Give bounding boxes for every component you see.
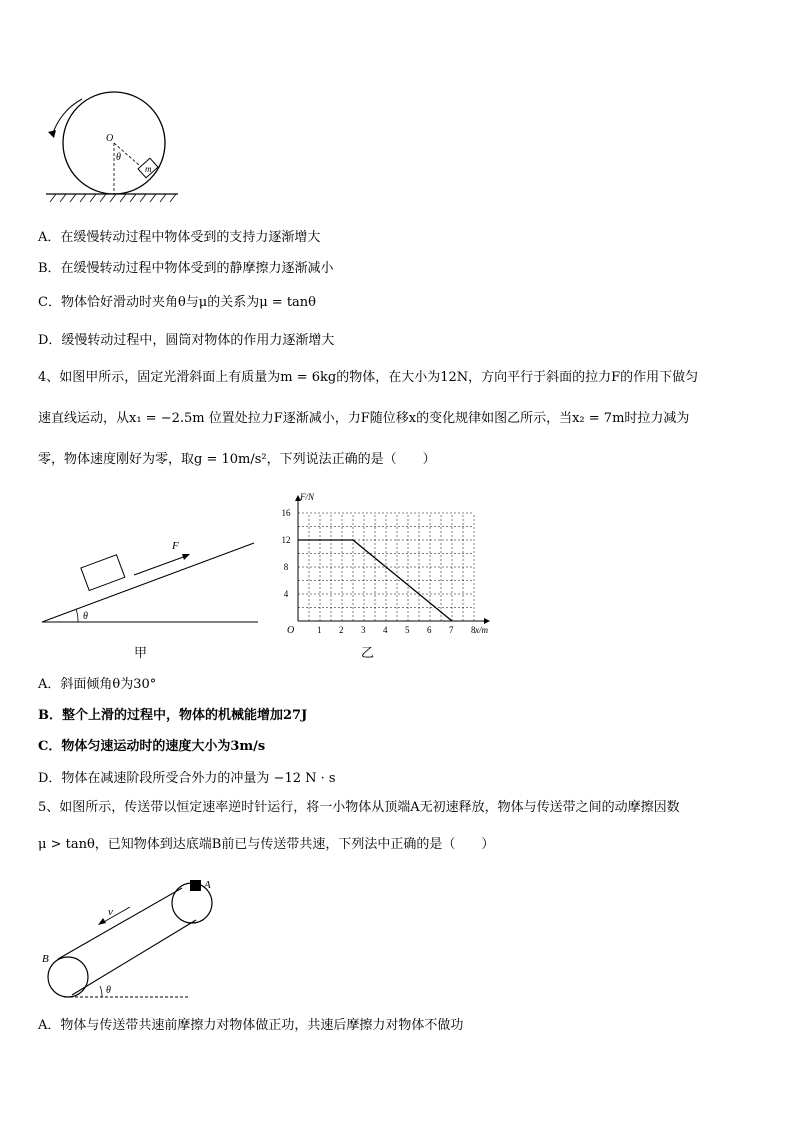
q3-angle-label: θ [116,152,121,163]
q4-option-d: D．物体在减速阶段所受合外力的冲量为 −12 N · s [38,771,336,786]
q5-block [190,880,201,891]
q4-angle-arc [76,609,78,622]
q4-block [81,555,125,591]
q4-caption-yi: 乙 [361,645,375,660]
q5-option-a: A．物体与传送带共速前摩擦力对物体做正功，共速后摩擦力对物体不做功 [38,1018,464,1033]
q3-ground-hatch [50,194,176,202]
q4-stem-line-3: 零，物体速度刚好为零，取g = 10m/s²，下列说法正确的是（ ） [38,452,436,467]
q4-stem-line-1: 4、如图甲所示，固定光滑斜面上有质量为m = 6kg的物体，在大小为12N，方向平行于斜面的拉力F的作用下做匀 [38,370,699,385]
q3-option-c: C．物体恰好滑动时夹角θ与μ的关系为μ = tanθ [38,295,317,310]
chart-axes [295,495,490,624]
chart-xlabel: x/m [475,625,488,635]
chart-ylabel: F/N [300,492,315,502]
q5-angle-label: θ [106,985,111,996]
y-tick-label: 8 [283,562,289,572]
x-tick-label: 3 [361,625,366,635]
x-axis-arrow [484,618,490,624]
q4-force-label: F [172,540,179,552]
q3-rotation-arrow [52,99,82,136]
q3-option-b: B．在缓慢转动过程中物体受到的静摩擦力逐渐减小 [38,261,334,276]
x-tick-label: 5 [405,625,410,635]
y-tick-label: 4 [283,589,289,599]
q4-option-c: C．物体匀速运动时的速度大小为3m/s [38,739,266,754]
q5-bottom-pulley [48,957,88,997]
x-tick-label: 2 [339,625,344,635]
x-tick-label: 4 [383,625,388,635]
q4-fx-chart [278,490,508,665]
q5-stem-line-2: μ > tanθ，已知物体到达底端B前已与传送带共速，下列法中正确的是（ ） [38,837,495,852]
q5-top-label: A [204,879,211,891]
q4-caption-jia: 甲 [134,645,148,660]
q5-conveyor-figure [40,872,211,1002]
q5-belt-top [58,888,182,959]
q4-stem-line-2: 速直线运动，从x₁ = −2.5m 位置处拉力F逐渐减小，力F随位移x的变化规律如图乙所示，当x₂ = 7m时拉力减为 [38,411,690,426]
x-tick-label: 6 [427,625,432,635]
x-tick-label: 8 [471,625,476,635]
q5-belt-bottom [72,920,196,995]
q5-angle-arc [100,986,102,997]
q4-incline-figure [38,535,263,660]
x-tick-label: 1 [317,625,322,635]
q3-arrow-head [48,130,56,138]
q3-center-label: O [106,133,114,144]
q3-option-d: D．缓慢转动过程中，圆筒对物体的作用力逐渐增大 [38,333,335,348]
chart-origin-label: O [287,625,295,636]
q3-cylinder-figure [40,88,190,203]
y-tick-label: 16 [281,508,291,518]
y-tick-label: 12 [281,535,291,545]
q4-force-arrow [134,556,186,575]
q5-velocity-label: v [108,906,113,918]
q5-stem-line-1: 5、如图所示，传送带以恒定速率逆时针运行，将一小物体从顶端A无初速释放，物体与传送带之间的动摩擦因数 [38,800,680,815]
x-tick-label: 7 [449,625,454,635]
q4-option-a: A．斜面倾角θ为30° [38,677,157,692]
q5-velocity-arrow-head [98,918,106,925]
q4-force-arrow-head [182,554,190,560]
q4-angle-label: θ [83,611,88,622]
q5-bottom-label: B [42,953,49,965]
q4-incline [42,543,254,622]
q3-block-label: m [145,164,152,174]
q3-option-a: A．在缓慢转动过程中物体受到的支持力逐渐增大 [38,230,321,245]
q4-option-b: B．整个上滑的过程中，物体的机械能增加27J [38,708,308,723]
